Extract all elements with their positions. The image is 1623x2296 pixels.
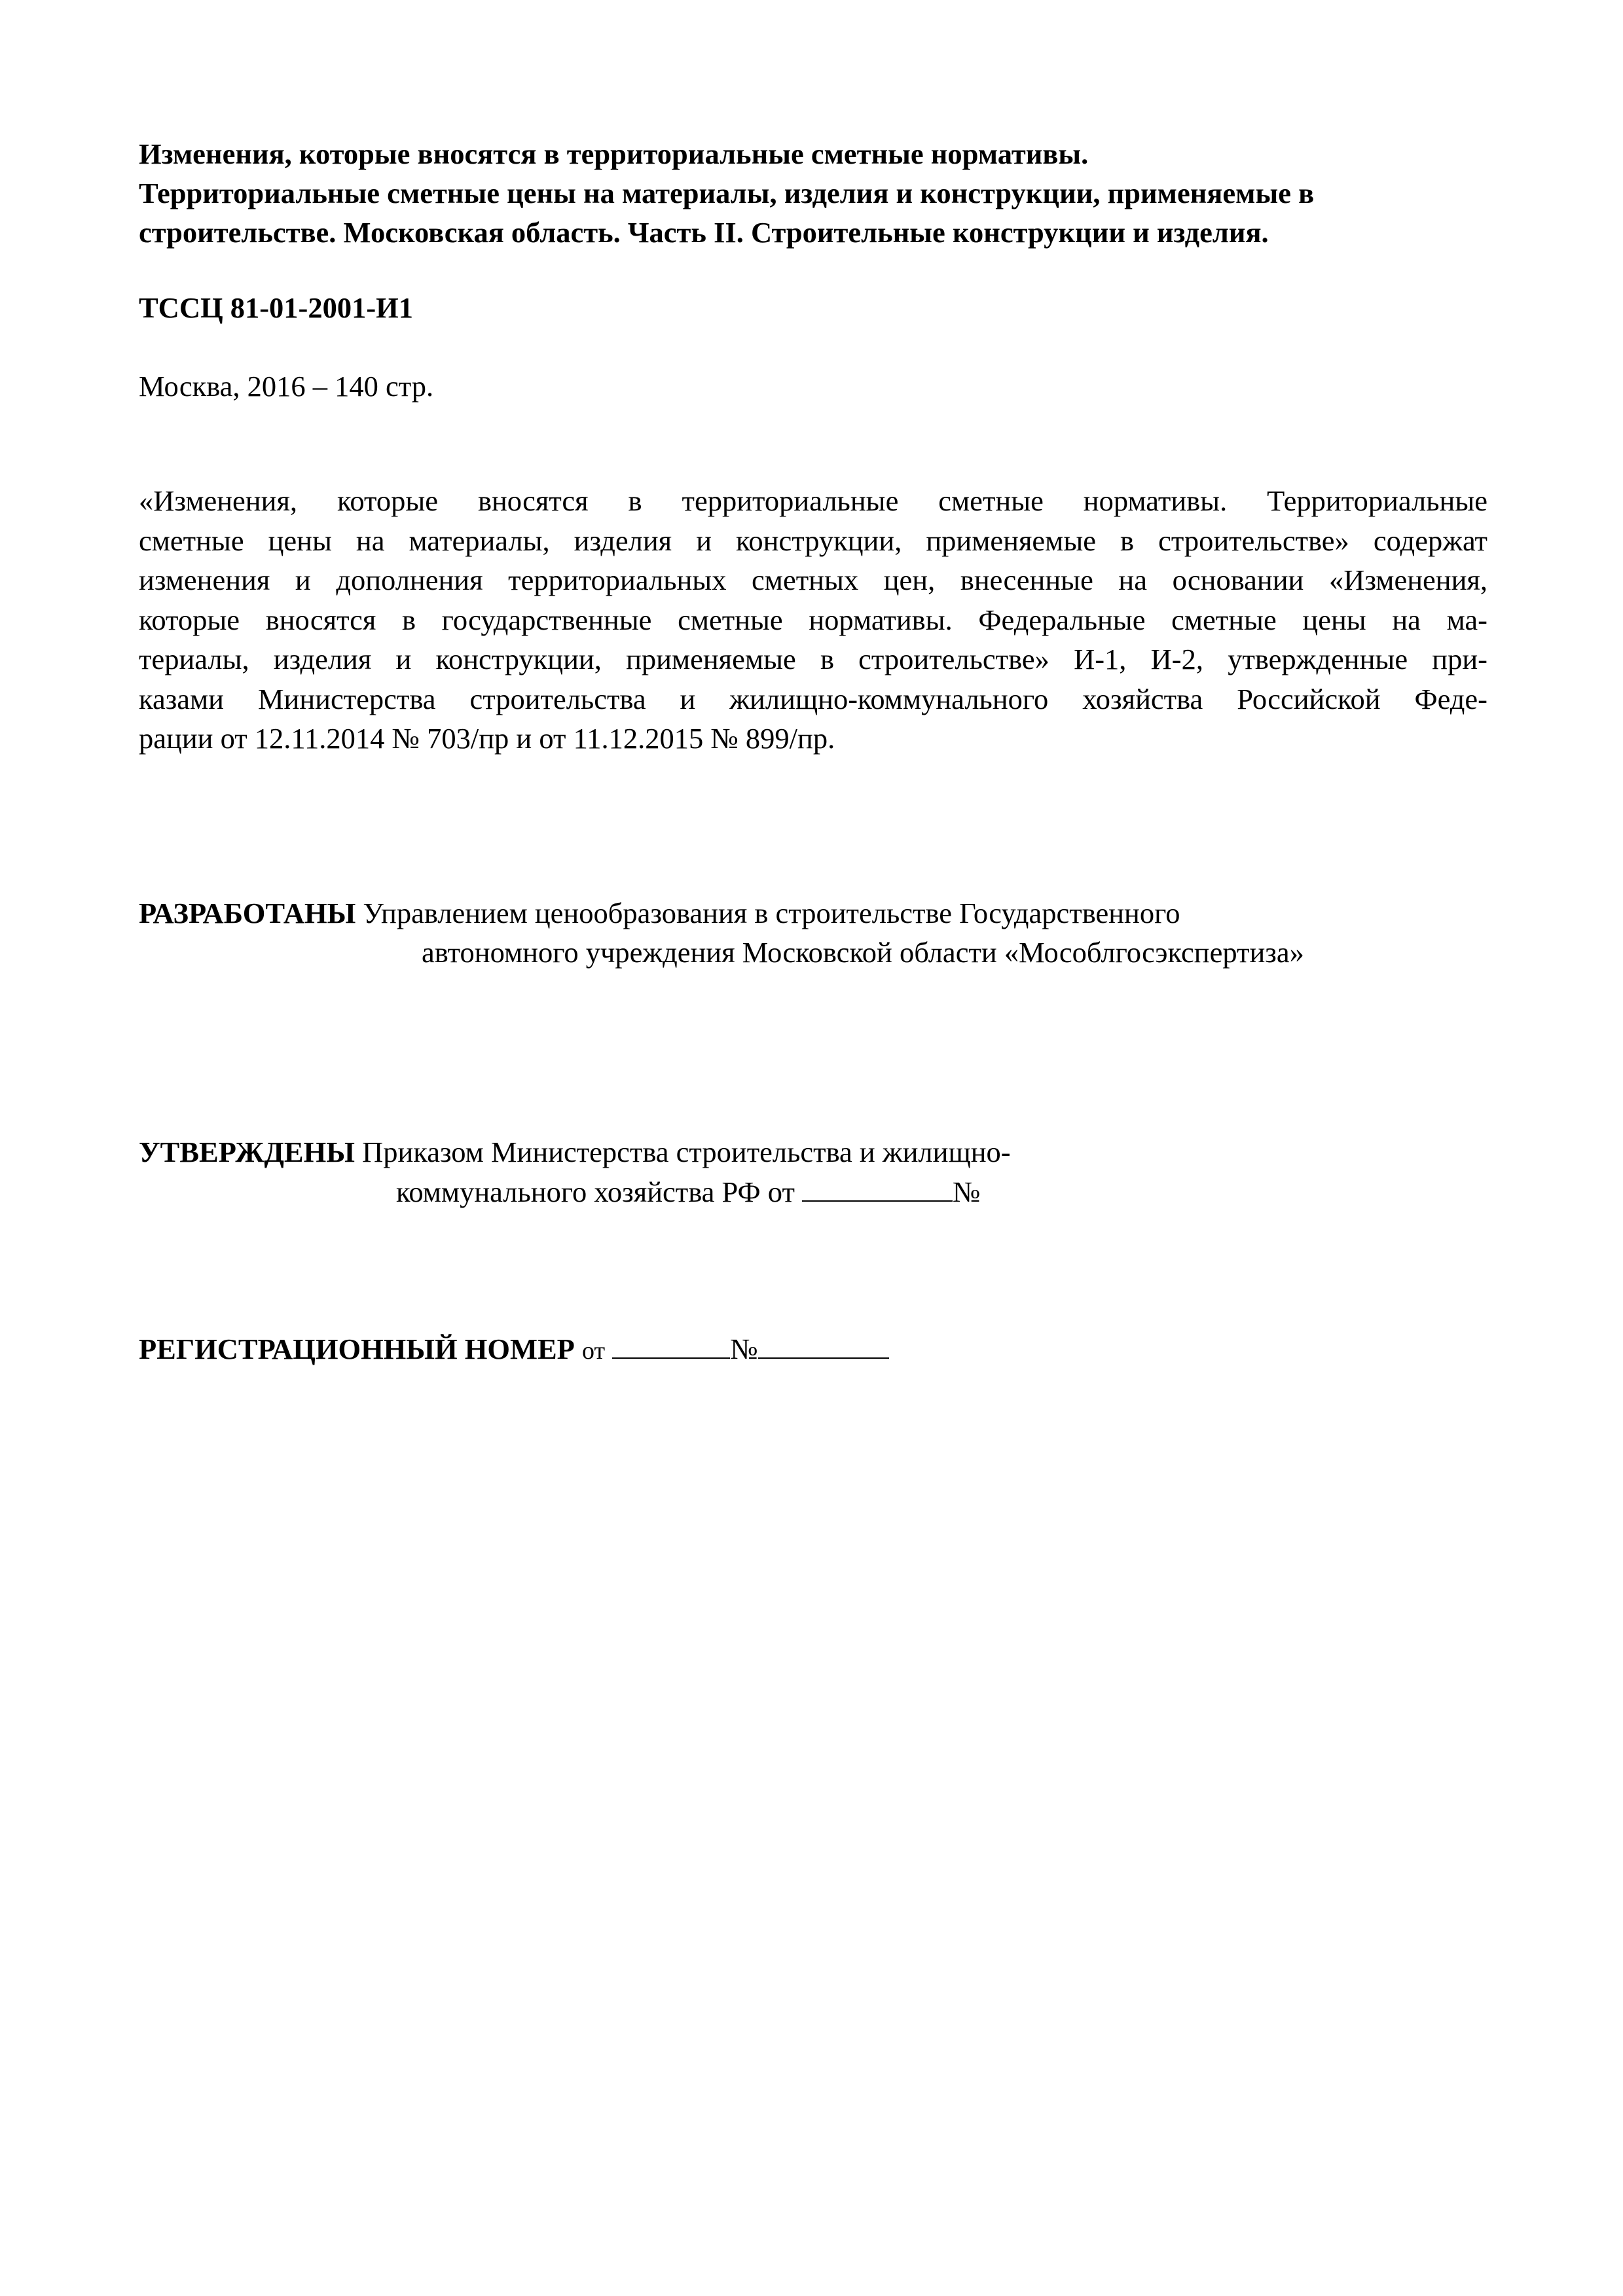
title-line-3: строительстве. Московская область. Часть II. Строительные конструкции и изделия. [139,216,1269,249]
title-line-2: Территориальные сметные цены на материалы, изделия и конструкции, применяемые в [139,177,1315,209]
publication-info: Москва, 2016 – 140 стр. [139,370,434,403]
document-code: ТССЦ 81-01-2001-И1 [139,291,414,324]
registration-section [139,1329,889,1371]
approval-number-sign: № [953,1175,981,1208]
abstract-paragraph [139,481,1487,759]
registration-from: от [581,1337,606,1365]
approved-label: УТВЕРЖДЕНЫ [139,1136,355,1168]
developed-line-2: автономного учреждения Московской области «Мособлгосэкспертиза» [422,936,1304,969]
approved-line-2-prefix: коммунального хозяйства РФ от [396,1175,795,1208]
approved-by-section [139,1132,1011,1211]
abstract-line-6: казами Министерства строительства и жилищно-коммунального хозяйства Российской Феде- [139,682,1487,715]
abstract-line-7: рации от 12.11.2014 № 703/пр и от 11.12.2015 № 899/пр. [139,722,835,755]
abstract-line-3: изменения и дополнения территориальных сметных цен, внесенные на основании «Изменения, [139,564,1487,596]
approved-line-1: Приказом Министерства строительства и жилищно- [362,1136,1011,1168]
abstract-line-4: которые вносятся в государственные сметные нормативы. Федеральные сметные цены на ма- [139,603,1487,636]
registration-date-blank [612,1329,730,1359]
abstract-line-5: териалы, изделия и конструкции, применяемые в строительстве» И-1, И-2, утвержденные при- [139,643,1487,675]
title-line-1: Изменения, которые вносятся в территориальные сметные нормативы. [139,137,1089,170]
developed-by-section [139,893,1304,972]
abstract-line-2: сметные цены на материалы, изделия и конструкции, применяемые в строительстве» содержат [139,524,1487,557]
registration-label: РЕГИСТРАЦИОННЫЙ НОМЕР [139,1333,575,1365]
document-title [139,134,1514,252]
developed-line-1: Управлением ценообразования в строительстве Государственного [363,897,1180,929]
registration-number-sign: № [730,1333,758,1365]
registration-number-blank [758,1329,889,1359]
developed-label: РАЗРАБОТАНЫ [139,897,356,929]
abstract-line-1: «Изменения, которые вносятся в территориальные сметные нормативы. Территориальные [139,484,1487,517]
approval-date-blank [802,1172,953,1202]
approved-line-2 [139,1172,1011,1211]
